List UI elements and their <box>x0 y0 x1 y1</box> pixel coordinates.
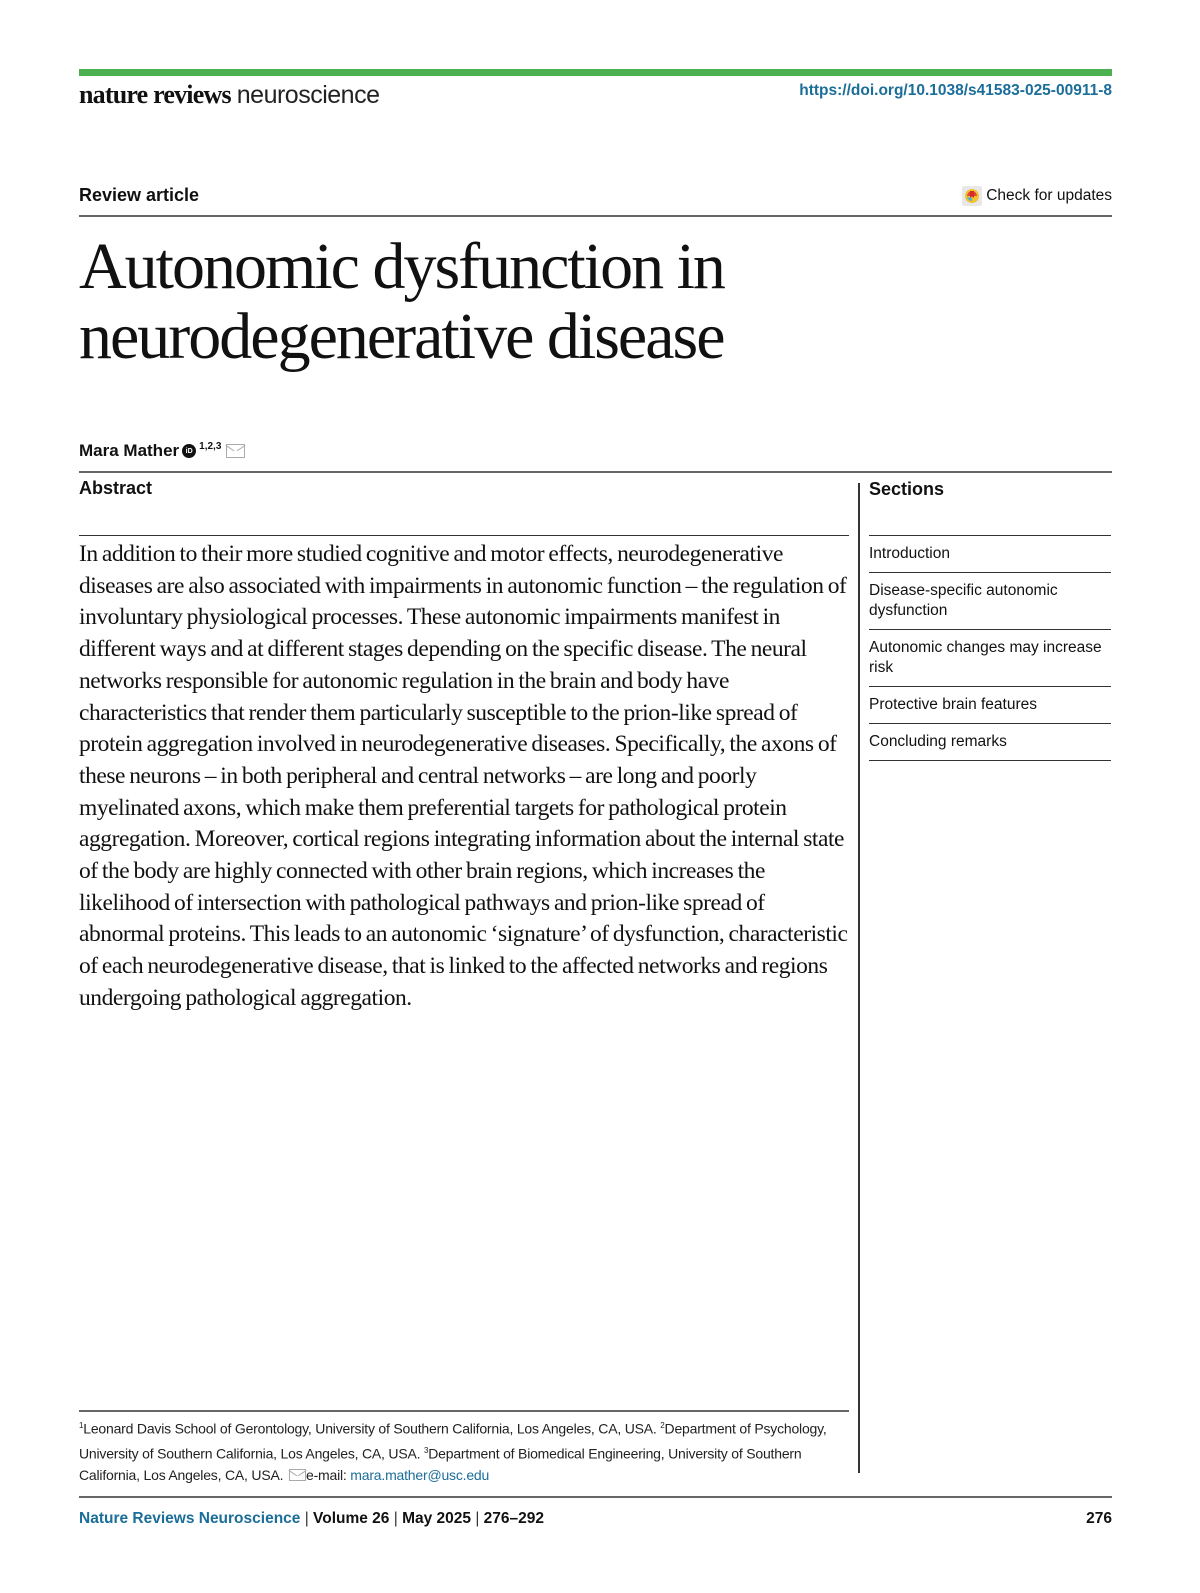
page-number: 276 <box>1086 1510 1112 1527</box>
section-link-disease-specific[interactable]: Disease-specific autonomic dysfunction <box>869 573 1111 630</box>
envelope-icon <box>289 1469 306 1481</box>
affiliation-1-marker: 1 <box>79 1421 84 1430</box>
footer-volume: Volume 26 <box>313 1510 390 1527</box>
footer-separator: | <box>389 1510 403 1527</box>
column-divider <box>858 483 860 1473</box>
author-affiliation-refs: 1,2,3 <box>199 440 222 452</box>
section-link-introduction[interactable]: Introduction <box>869 536 1111 573</box>
masthead-journal: neuroscience <box>236 81 380 109</box>
journal-masthead <box>79 80 379 110</box>
footer-separator: | <box>300 1510 314 1527</box>
affiliation-2-marker: 2 <box>660 1421 665 1430</box>
author-line <box>79 441 245 461</box>
affiliation-1: Leonard Davis School of Gerontology, University of Southern California, Los Angeles, CA, USA. <box>83 1420 661 1437</box>
affiliation-3-marker: 3 <box>424 1446 429 1456</box>
abstract-divider <box>79 535 849 536</box>
email-label: e-mail: <box>305 1467 351 1484</box>
orcid-icon[interactable]: iD <box>182 444 196 458</box>
section-link-autonomic-changes[interactable]: Autonomic changes may increase risk <box>869 630 1111 687</box>
header-divider <box>79 215 1112 217</box>
author-divider <box>79 471 1112 473</box>
affiliations-divider <box>79 1410 849 1412</box>
footer-journal-name[interactable]: Nature Reviews Neuroscience <box>79 1510 301 1527</box>
author-email-link[interactable]: mara.mather@usc.edu <box>350 1467 490 1484</box>
check-for-updates-button[interactable] <box>962 186 1112 206</box>
envelope-icon[interactable] <box>226 444 245 458</box>
doi-link[interactable]: https://doi.org/10.1038/s41583-025-00911-8 <box>799 82 1112 99</box>
sections-heading: Sections <box>869 479 945 499</box>
footer-separator: | <box>471 1510 484 1527</box>
check-for-updates-label: Check for updates <box>986 187 1112 204</box>
affiliations <box>79 1415 849 1487</box>
affiliation-2: Department of Psychology, University of Southern California, Los Angeles, CA, USA. <box>79 1420 827 1462</box>
citation-footer <box>79 1510 544 1528</box>
crossmark-icon <box>962 186 982 206</box>
article-type-label: Review article <box>79 185 200 205</box>
article-title-line-2: neurodegenerative disease <box>79 300 724 373</box>
section-link-protective-features[interactable]: Protective brain features <box>869 687 1111 724</box>
article-title-line-1: Autonomic dysfunction in <box>79 230 724 303</box>
masthead-brand: nature reviews <box>79 80 231 109</box>
footer-divider <box>79 1496 1112 1498</box>
affiliation-3: Department of Biomedical Engineering, University of Southern California, Los Angeles, CA, USA. <box>79 1445 802 1484</box>
article-title <box>79 232 979 372</box>
abstract-heading: Abstract <box>79 478 153 498</box>
journal-accent-bar <box>79 69 1112 76</box>
author-name[interactable]: Mara Mather <box>79 441 180 460</box>
footer-date: May 2025 <box>402 1510 472 1527</box>
footer-pages: 276–292 <box>483 1510 545 1527</box>
section-link-concluding-remarks[interactable]: Concluding remarks <box>869 724 1111 761</box>
abstract-text: In addition to their more studied cognitive and motor effects, neurodegenerative diseases are also associated with impairments in autonomic function – the regulation of involuntary physiological processes. These autonomic impairments manifest in different ways and at different stages depending on the specific disease. The neural networks responsible for autonomic regulation in the brain and body have characteristics that render them particularly susceptible to the prion-like spread of protein aggregation involved in neurodegenerative diseases. Specifically, the axons of these neurons – in both peripheral and central networks – are long and poorly myelinated axons, which make them preferential targets for pathological protein aggregation. Moreover, cortical regions integrating information about the internal state of the body are highly connected with other brain regions, which increases the likelihood of intersection with pathological pathways and prion-like spread of abnormal proteins. This leads to an autonomic ‘signature’ of dysfunction, characteristic of each neurodegenerative disease, that is linked to the affected networks and regions undergoing pathological aggregation. <box>79 541 848 1011</box>
sections-nav <box>869 535 1111 761</box>
